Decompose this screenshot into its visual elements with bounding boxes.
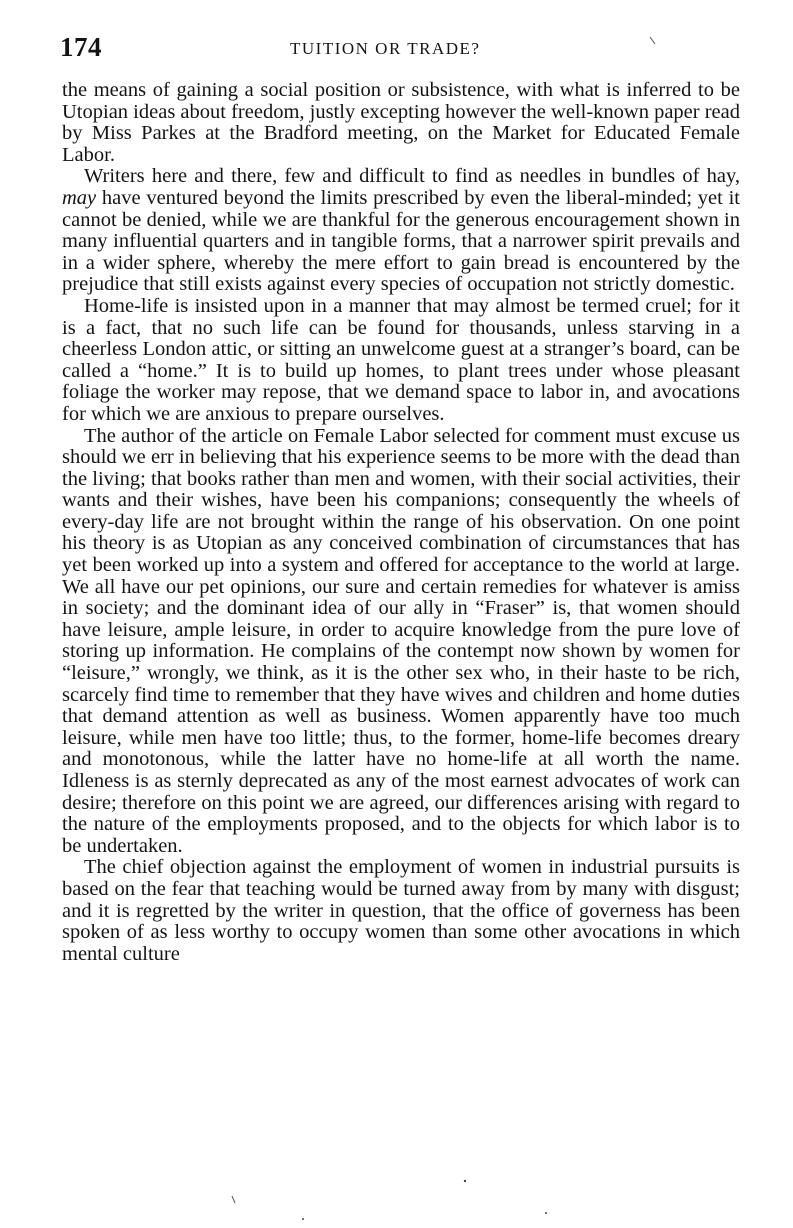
page-number: 174 [60, 32, 102, 62]
paragraph-2-text-end: have ventured beyond the limits prescribed by even the liberal-minded; yet it cannot be denied, while we are thankful for the generous encouragement shown in many influential quarters and in tangible forms, that a narrower spirit prevails and in a wider sphere, whereby the mere effort to gain bread is encountered by the prejudice that still exists against every species of occupation not strictly domestic. [62, 186, 740, 296]
running-title: TUITION OR TRADE? [290, 39, 481, 58]
speck-mark [545, 1212, 547, 1214]
speck-mark [232, 1196, 235, 1203]
paragraph-4 [62, 426, 740, 858]
paragraph-3-text: Home-life is insisted upon in a manner that may almost be termed cruel; for it is a fact, that no such life can be found for thousands, unless starving in a cheerless London attic, or sitting an unwelcome guest at a stranger’s board, can be called a “home.” It is to build up homes, to plant trees under whose pleasant foliage the worker may repose, that we demand space to labor in, and avocations for which we are anxious to prepare ourselves. [62, 294, 740, 425]
speck-mark [464, 1180, 466, 1182]
paragraph-4-text: The author of the article on Female Labor selected for comment must excuse us should we err in believing that his experience seems to be more with the dead than the living; that books rather than men and women, with their social activities, their wants and their wishes, have been his companions; consequently the wheels of every-day life are not brought within the range of his observation. On one point his theory is as Utopian as any conceived combination of circumstances that has yet been worked up into a system and offered for acceptance to the world at large. We all have our pet opinions, our sure and certain remedies for whatever is amiss in society; and the dominant idea of our ally in “Fraser” is, that women should have leisure, ample leisure, in order to acquire knowledge from the pure love of storing up information. He complains of the contempt now shown by women for “leisure,” wrongly, we think, as it is the other sex who, in their haste to be rich, scarcely find time to remember that they have wives and children and home duties that demand attention as well as business. Women apparently have too much leisure, while men have too little; thus, to the former, home-life becomes dreary and monotonous, while the latter have no home-life at all worth the name. Idleness is as sternly deprecated as any of the most earnest advocates of work can desire; therefore on this point we are agreed, our differences arising with regard to the nature of the employments proposed, and to the objects for which labor is to be undertaken. [62, 424, 740, 857]
paragraph-5-text: The chief objection against the employment of women in industrial pursuits is based on the fear that teaching would be turned away from by many with disgust; and it is regretted by the writer in question, that the office of governess has been spoken of as less worthy to occupy women than some other avocations in which mental culture [62, 856, 740, 965]
speck-mark [302, 1218, 304, 1220]
paragraph-2-text-start: Writers here and there, few and difficult to find as needles in bundles of hay, [84, 165, 740, 188]
paragraph-2-emphasis: may [62, 186, 97, 209]
paragraph-1-text: the means of gaining a social position or subsistence, with what is inferred to be Utopian ideas about freedom, justly excepting however the well-known paper read by Miss Parkes at the Bradford meeting, on the Market for Educated Female Labor. [62, 79, 740, 166]
page-header [60, 32, 740, 66]
paragraph-2 [62, 166, 740, 296]
paragraph-5 [62, 857, 740, 965]
paragraph-3 [62, 296, 740, 426]
body-text [62, 80, 740, 965]
paragraph-1 [62, 80, 740, 166]
